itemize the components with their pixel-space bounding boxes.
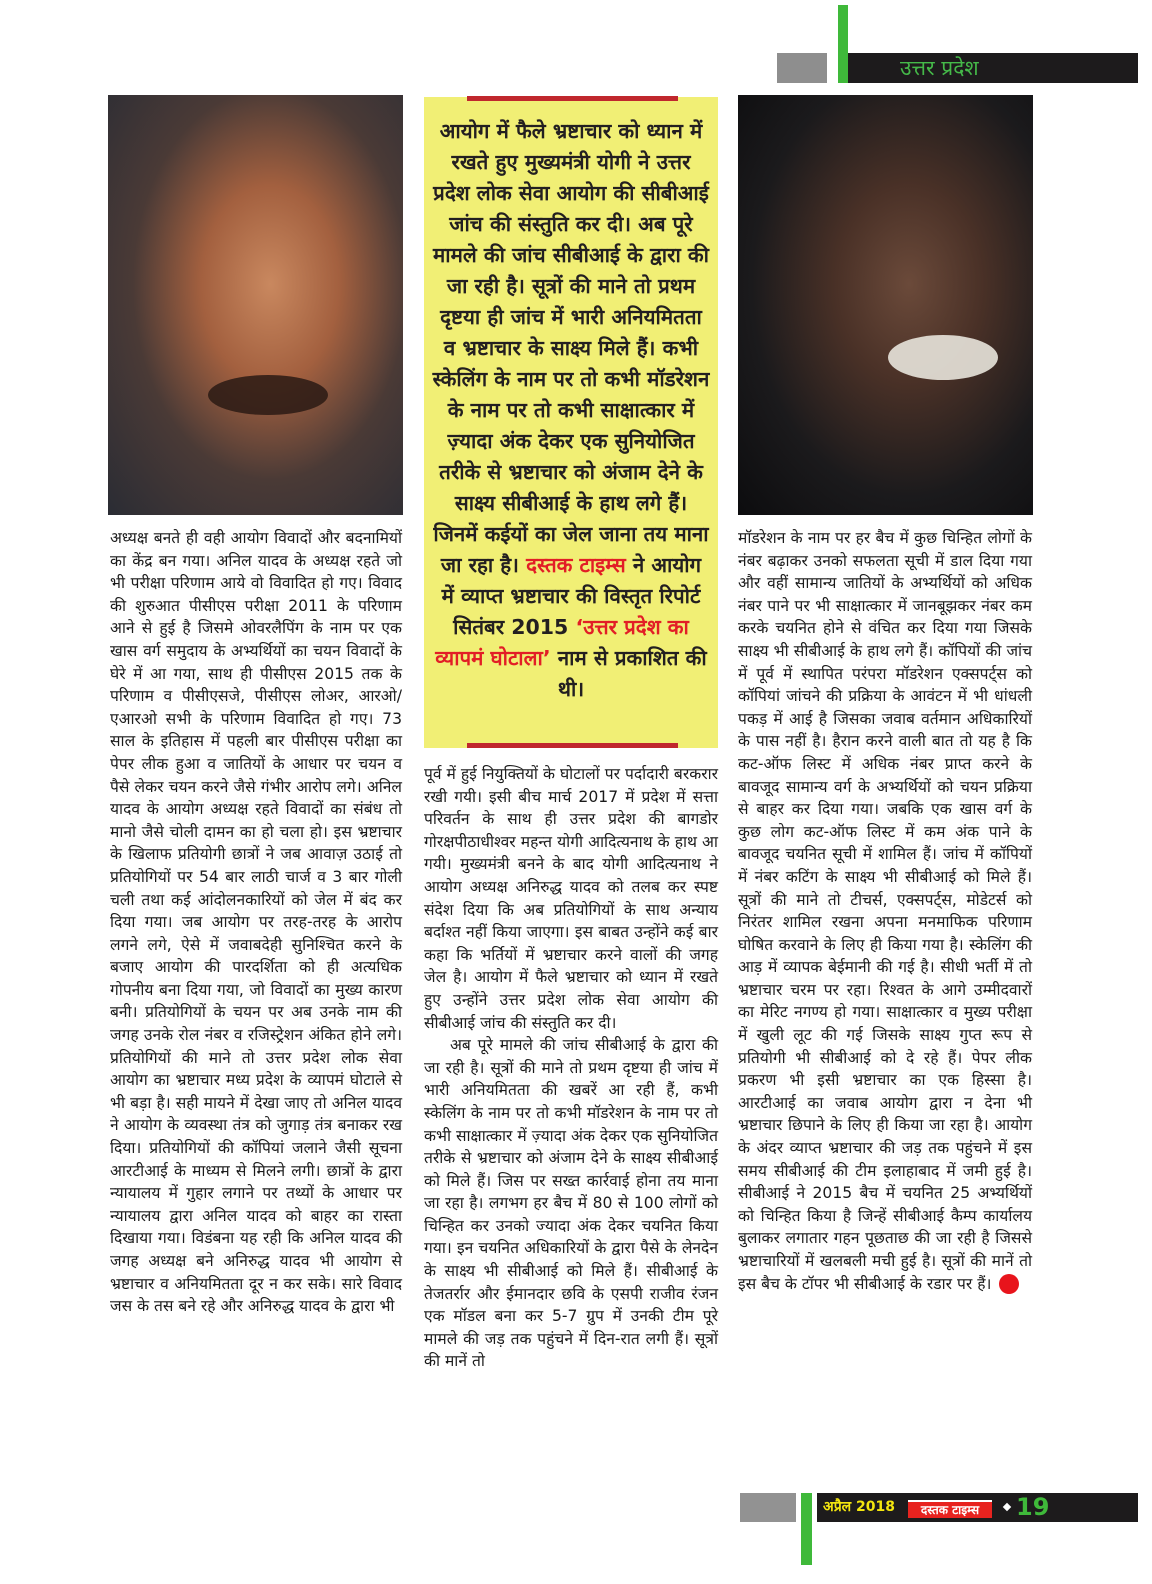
quote-top-rule [467, 96, 678, 101]
footer-green-bar [801, 1493, 812, 1565]
end-mark-icon [999, 1274, 1019, 1294]
header-green-bar [838, 5, 848, 83]
quote-brand: दस्तक टाइम्स [526, 553, 626, 577]
paragraph: मॉडरेशन के नाम पर हर बैच में कुछ चिन्हित लोगों के नंबर बढ़ाकर उनको सफलता सूची में डाल दिया गया और वहीं सामान्य जातियों के अभ्यर्थियों को अधिक नंबर पाने पर भी साक्षात्कार में जानबूझकर नंबर कम करके चयनित होने से वंचित कर दिया गया जिसके साक्ष्य भी सीबीआई के हाथ लगे हैं। कॉपियों की जांच में पूर्व में स्थापित परंपरा मॉडरेशन एक्सपर्ट्स को कॉपियां जांचने की प्रक्रिया के आवंटन में भी धांधली पकड़ में आई है जिसका जवाब वर्तमान अधिकारियों के पास नहीं है। हैरान करने वाली बात तो यह है कि कट-ऑफ लिस्ट में अधिक नंबर प्राप्त करने के बावजूद सामान्य वर्ग के अभ्यर्थियों को चयन प्रक्रिया से बाहर कर दिया गया। जबकि एक खास वर्ग के कुछ लोग कट-ऑफ लिस्ट में कम अंक पाने के बावजूद चयनित सूची में शामिल हैं। जांच में कॉपियों में नंबर कटिंग के साक्ष्य भी सीबीआई को मिले हैं। सूत्रों की माने तो टीचर्स, एक्सपर्ट्स, मोडेटर्स को निरंतर शामिल रखना अपना मनमाफिक परिणाम घोषित करवाने के लिए ही किया गया है। स्केलिंग की आड़ में व्यापक बेईमानी की गई है। सीधी भर्ती में तो भ्रष्टाचार चरम पर रहा। रिश्वत के आगे उम्मीदवारों का मेरिट नगण्य हो गया। साक्षात्कार व मुख्य परीक्षा में खुली लूट की गई जिसके साक्ष्य गुप्त रूप से प्रतियोगी भी सीबीआई को दे रहे हैं। पेपर लीक प्रकरण भी इसी भ्रष्टाचार का एक हिस्सा है। आरटीआई का जवाब आयोग द्वारा न देना भी भ्रष्टाचार छिपाने के लिए ही किया जा रहा है। आयोग के अंदर व्याप्त भ्रष्टाचार की जड़ तक पहुंचने में इस समय सीबीआई की टीम इलाहाबाद में जमी हुई है। सीबीआई ने 2015 बैच में चयनित 25 अभ्यर्थियों को चिन्हित किया है जिन्हें सीबीआई कैम्प कार्यालय बुलाकर लगातार गहन पूछताछ की जा रही है जिससे भ्रष्टाचारियों में खलबली मची हुई है। सूत्रों की मानें तो इस बैच के टॉपर भी सीबीआई के रडार पर हैं। [738, 529, 1032, 1293]
article-column-3 [738, 527, 1032, 1295]
footer-gray-block [740, 1493, 796, 1522]
pull-quote-text [432, 116, 710, 705]
header-black-bar [848, 53, 1138, 83]
quote-bottom-rule [467, 743, 678, 748]
teeth-shape [888, 335, 998, 380]
mustache-shape [208, 375, 328, 415]
section-title: उत्तर प्रदेश [900, 56, 979, 80]
issue-date: अप्रैल 2018 [823, 1499, 895, 1515]
article-column-2 [424, 763, 718, 1373]
photo-man-smiling [738, 95, 1033, 515]
paragraph: पूर्व में हुई नियुक्तियों के घोटालों पर पर्दादारी बरकरार रखी गयी। इसी बीच मार्च 2017 में प्रदेश में सत्ता परिवर्तन के साथ ही उत्तर प्रदेश की बागडोर गोरक्षपीठाधीश्वर महन्त योगी आदित्यनाथ के हाथ आ गयी। मुख्यमंत्री बनने के बाद योगी आदित्यनाथ ने आयोग अध्यक्ष अनिरुद्ध यादव को तलब कर स्पष्ट संदेश दिया कि अब प्रतियोगियों के साथ अन्याय बर्दाश्त नहीं किया जाएगा। इस बाबत उन्होंने कई बार कहा कि भर्तियों में भ्रष्टाचार करने वालों की जगह जेल है। आयोग में फैले भ्रष्टाचार को ध्यान में रखते हुए उन्होंने उत्तर प्रदेश लोक सेवा आयोग की सीबीआई जांच की संस्तुति कर दी। [424, 765, 718, 1032]
quote-report-title: ‘उत्तर प्रदेश का व्यापमं घोटाला’ [435, 615, 689, 670]
photo-anil-yadav [108, 95, 403, 515]
quote-body: आयोग में फैले भ्रष्टाचार को ध्यान में रखते हुए मुख्यमंत्री योगी ने उत्तर प्रदेश लोक सेवा आयोग की सीबीआई जांच की संस्तुति कर दी। अब पूरे मामले की जांच सीबीआई के द्वारा की जा रही है। सूत्रों की माने तो प्रथम दृष्टया ही जांच में भारी अनियमितता व भ्रष्टाचार के साक्ष्य मिले हैं। कभी स्केलिंग के नाम पर तो कभी मॉडरेशन के नाम पर तो कभी साक्षात्कार में ज़्यादा अंक देकर एक सुनियोजित तरीके से भ्रष्टाचार को अंजाम देने के साक्ष्य सीबीआई के हाथ लगे हैं। जिनमें कईयों का जेल जाना तय माना जा रहा है। [432, 119, 710, 577]
paragraph: अब पूरे मामले की जांच सीबीआई के द्वारा की जा रही है। सूत्रों की माने तो प्रथम दृष्टया ही जांच में भारी अनियमितता की खबरें आ रही हैं, कभी स्केलिंग के नाम पर तो कभी मॉडरेशन के नाम पर तो कभी साक्षात्कार में ज़्यादा अंक देकर एक सुनियोजित तरीके से भ्रष्टाचार को अंजाम देने के साक्ष्य सीबीआई को मिले हैं। जिस पर सख्त कार्रवाई होना तय माना जा रहा है। लगभग हर बैच में 80 से 100 लोगों को चिन्हित कर उनको ज्यादा अंक देकर चयनित किया गया। इन चयनित अधिकारियों के द्वारा पैसे के लेनदेन के साक्ष्य भी सीबीआई को मिले हैं। सीबीआई के तेजतर्रार और ईमानदार छवि के एसपी राजीव रंजन एक मॉडल बना कर 5-7 ग्रुप में उनकी टीम पूरे मामले की जड़ तक पहुंचने में दिन-रात लगी हैं। सूत्रों की मानें तो [424, 1036, 718, 1371]
article-column-1 [110, 527, 402, 1318]
magazine-logo: दस्तक टाइम्स [908, 1500, 992, 1518]
quote-body-2: ने आयोग में व्याप्त भ्रष्टाचार की विस्तृत रिपोर्ट सितंबर 2015 [441, 553, 702, 639]
paragraph: अध्यक्ष बनते ही वही आयोग विवादों और बदनामियों का केंद्र बन गया। अनिल यादव के अध्यक्ष रहते जो भी परीक्षा परिणाम आये वो विवादित हो गए। विवाद की शुरुआत पीसीएस परीक्षा 2011 के परिणाम आने से हुई है जिसमे ओवरलैपिंग के नाम पर एक खास वर्ग समुदाय के अभ्यर्थियों का चयन विवादों के घेरे में आ गया, साथ ही पीसीएस 2015 तक के परिणाम व पीसीएसजे, पीसीएस लोअर, आरओ/एआरओ सभी के परिणाम विवादित हो गए। 73 साल के इतिहास में पहली बार पीसीएस परीक्षा का पेपर लीक हुआ व जातियों के आधार पर चयन व पैसे लेकर चयन करने जैसे गंभीर आरोप लगे। अनिल यादव के आयोग अध्यक्ष रहते विवादों का संबंध तो मानो जैसे चोली दामन का हो चला हो। इस भ्रष्टाचार के खिलाफ प्रतियोगी छात्रों ने जब आवाज़ उठाई तो प्रतियोगियों पर 54 बार लाठी चार्ज व 3 बार गोली चली तथा कई आंदोलनकारियों को जेल में बंद कर दिया गया। जब आयोग पर तरह-तरह के आरोप लगने लगे, ऐसे में जवाबदेही सुनिश्चित करने के बजाए आयोग की पारदर्शिता को ही अत्यधिक गोपनीय बना दिया गया, जो विवादों का मुख्य कारण बनी। प्रतियोगियों के चयन पर अब उनके नाम की जगह उनके रोल नंबर व रजिस्ट्रेशन अंकित होने लगे। प्रतियोगियों की माने तो उत्तर प्रदेश लोक सेवा आयोग का भ्रष्टाचार मध्य प्रदेश के व्यापमं घोटाले से भी बड़ा है। सही मायने में देखा जाए तो अनिल यादव ने आयोग के व्यवस्था तंत्र को जुगाड़ तंत्र बनाकर रख दिया। प्रतियोगियों की कॉपियां जलाने जैसी सूचना आरटीआई के माध्यम से मिलने लगी। छात्रों के द्वारा न्यायालय में गुहार लगाने पर तथ्यों के आधार पर न्यायालय द्वारा अनिल यादव को बाहर का रास्ता दिखाया गया। विडंबना यह रही कि अनिल यादव की जगह अध्यक्ष बने अनिरुद्ध यादव भी आयोग से भ्रष्टाचार व अनियमितता दूर न कर सके। सारे विवाद जस के तस बने रहे और अनिरुद्ध यादव के द्वारा भी [110, 529, 402, 1316]
page-number: 19 [1016, 1493, 1050, 1521]
quote-body-3: नाम से प्रकाशित की थी। [557, 646, 707, 701]
header-gray-block [777, 53, 827, 83]
